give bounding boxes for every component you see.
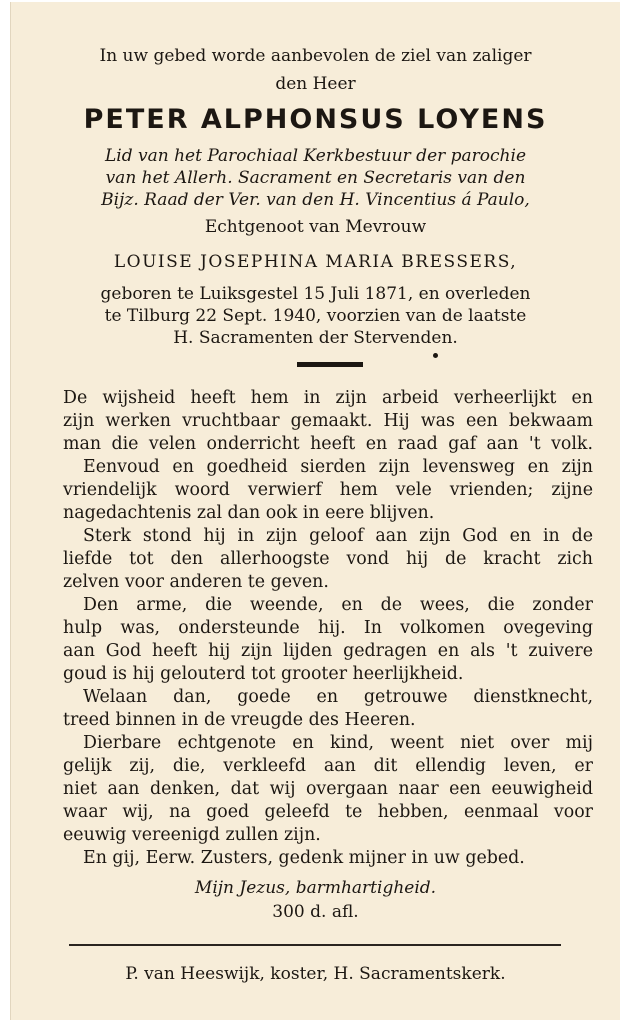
spouse-name: LOUISE JOSEPHINA MARIA BRESSERS, [113,252,518,272]
footer-rule [69,944,561,946]
body-line: En gij, Eerw. Zusters, gedenk mijner in uw gebed. [83,848,525,868]
body-line: waar wij, na goed geleefd te hebben, eenmaal voor [63,802,593,822]
body-line: Sterk stond hij in zijn geloof aan zijn God en in de [83,526,593,546]
body-line: aan God heeft hij zijn lijden gedragen en als 't zuivere [63,641,593,661]
body-line: Welaan dan, goede en getrouwe dienstknecht, [83,687,593,707]
body-line: man die velen onderricht heeft en raad gaf aan 't volk. [63,434,593,454]
body-line: De wijsheid heeft hem in zijn arbeid verheerlijkt en [63,388,593,408]
body-line: eeuwig vereenigd zullen zijn. [63,825,321,845]
body-line: liefde tot den allerhoogste vond hij de kracht zich [63,549,593,569]
life-line: te Tilburg 22 Sept. 1940, voorzien van de laatste [104,306,527,326]
intro-line: In uw gebed worde aanbevolen de ziel van zaliger [99,46,532,66]
ornament-dot [433,353,438,358]
body-line: Den arme, die weende, en de wees, die zonder [83,595,593,615]
body-line: goud is hij gelouterd tot grooter heerlijkheid. [63,664,464,684]
life-line: H. Sacramenten der Stervenden. [173,328,458,348]
role-line: Lid van het Parochiaal Kerkbestuur der parochie [104,146,526,166]
honorific-line: den Heer [275,74,356,94]
body-line: hulp was, ondersteunde hij. In volkomen ovegeving [63,618,593,638]
spouse-intro: Echtgenoot van Mevrouw [204,217,427,237]
life-line: geboren te Luiksgestel 15 Juli 1871, en overleden [100,284,531,304]
body-line: zijn werken vruchtbaar gemaakt. Hij was een bekwaam [63,411,593,431]
body-line: Eenvoud en goedheid sierden zijn levensweg en zijn [83,457,593,477]
body-line: nagedachtenis zal dan ook in eere blijven. [63,503,435,523]
memorial-card [10,2,620,1020]
deceased-name: PETER ALPHONSUS LOYENS [83,104,548,135]
role-line: van het Allerh. Sacrament en Secretaris van den [105,168,526,188]
body-line: vriendelijk woord verwierf hem vele vrienden; zijne [63,480,593,500]
body-line: niet aan denken, dat wij overgaan naar een eeuwigheid [63,779,593,799]
body-line: zelven voor anderen te geven. [63,572,329,592]
role-line: Bijz. Raad der Ver. van den H. Vincentius á Paulo, [101,190,530,210]
ornament-divider [297,362,363,367]
printer-line: P. van Heeswijk, koster, H. Sacramentskerk. [125,964,506,984]
body-line: treed binnen in de vreugde des Heeren. [63,710,416,730]
prayer-line: Mijn Jezus, barmhartigheid. [194,878,437,898]
body-line: Dierbare echtgenote en kind, weent niet over mij [83,733,593,753]
body-line: gelijk zij, die, verkleefd aan dit ellendig leven, er [63,756,593,776]
indulgence-line: 300 d. afl. [272,902,359,922]
